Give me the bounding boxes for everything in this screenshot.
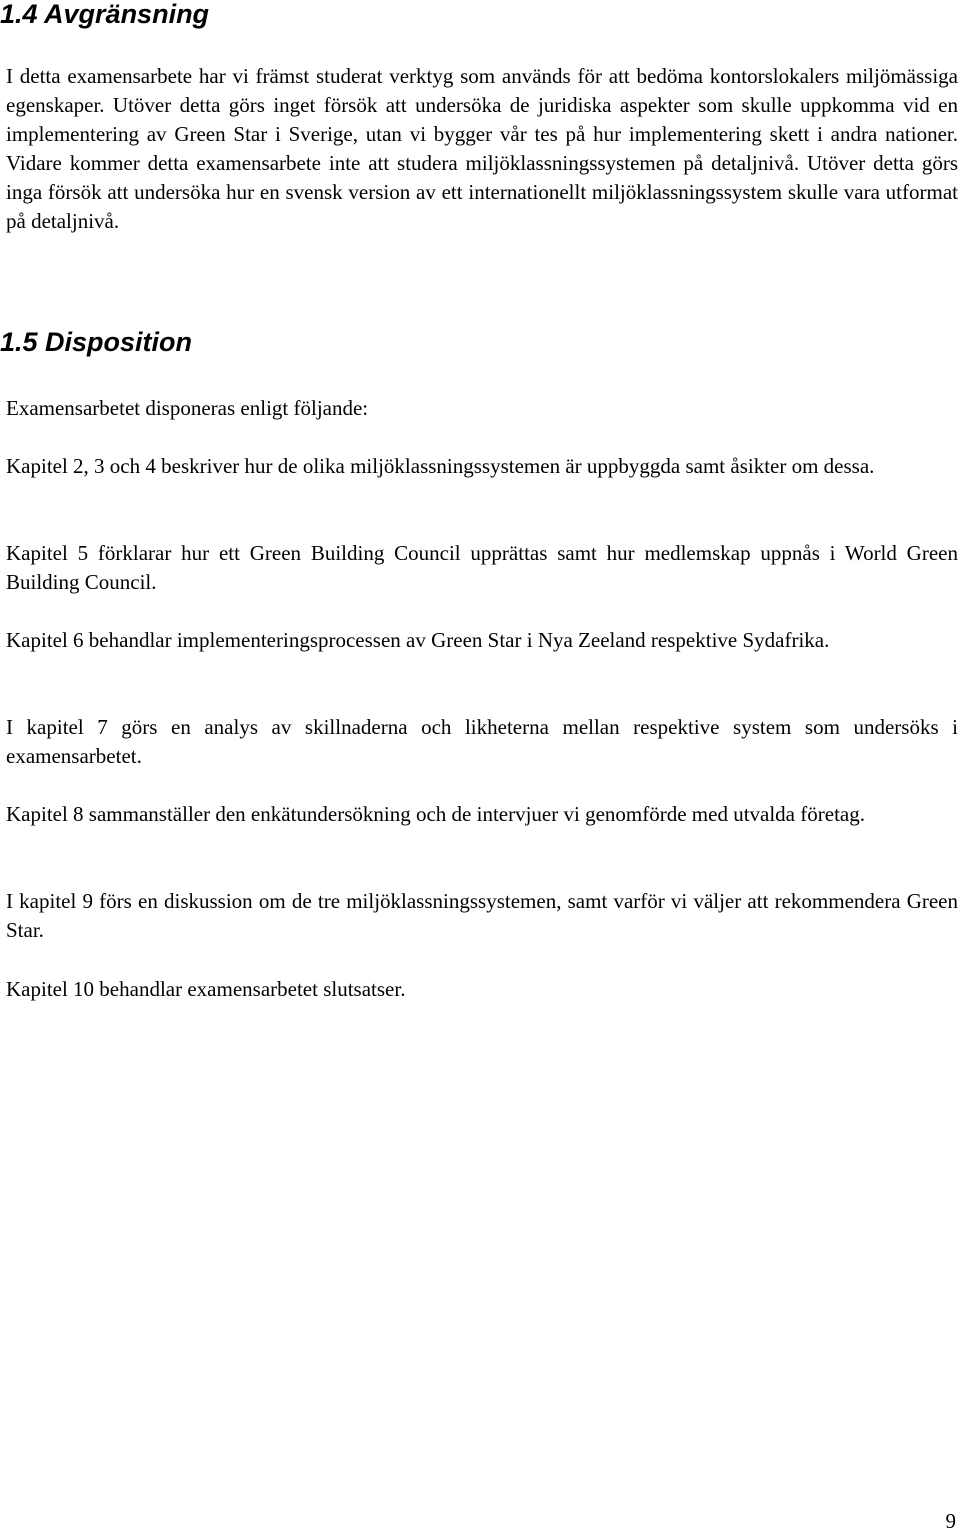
paragraph-chapter-8: Kapitel 8 sammanställer den enkätundersökning och de intervjuer vi genomförde med utvalda företag. bbox=[6, 802, 865, 826]
paragraph-avgransning: I detta examensarbete har vi främst studerat verktyg som används för att bedöma kontorslokalers miljömässiga egenskaper. Utöver detta görs inget försök att undersöka de juridiska aspekter som skulle uppkomma vid en implementering av Green Star i Sverige, utan vi bygger vår tes på hur implementering skett i andra nationer. Vidare kommer detta examensarbete inte att studera miljöklassningssystemen på detaljnivå. Utöver detta görs inga försök att undersöka hur en svensk version av ett internationellt miljöklassningssystem skulle vara utformat på detaljnivå. bbox=[6, 64, 958, 233]
paragraph-chapter-9: I kapitel 9 förs en diskussion om de tre miljöklassningssystemen, samt varför vi väljer att rekommendera Green Star. bbox=[6, 889, 958, 942]
paragraph-chapter-2-4: Kapitel 2, 3 och 4 beskriver hur de olika miljöklassningssystemen är uppbyggda samt åsikter om dessa. bbox=[6, 454, 875, 478]
paragraph-chapter-6: Kapitel 6 behandlar implementeringsprocessen av Green Star i Nya Zeeland respektive Sydafrika. bbox=[6, 628, 830, 652]
section-heading-disposition: 1.5 Disposition bbox=[0, 327, 193, 357]
section-heading-avgransning: 1.4 Avgränsning bbox=[0, 0, 210, 29]
paragraph-chapter-7: I kapitel 7 görs en analys av skillnaderna och likheterna mellan respektive system som undersöks i examensarbetet. bbox=[6, 715, 958, 768]
page-number: 9 bbox=[945, 1509, 956, 1533]
paragraph-disposition-intro: Examensarbetet disponeras enligt följande: bbox=[6, 396, 369, 420]
paragraph-chapter-5: Kapitel 5 förklarar hur ett Green Building Council upprättas samt hur medlemskap uppnås i World Green Building Council. bbox=[6, 541, 958, 594]
paragraph-chapter-10: Kapitel 10 behandlar examensarbetet slutsatser. bbox=[6, 977, 406, 1001]
